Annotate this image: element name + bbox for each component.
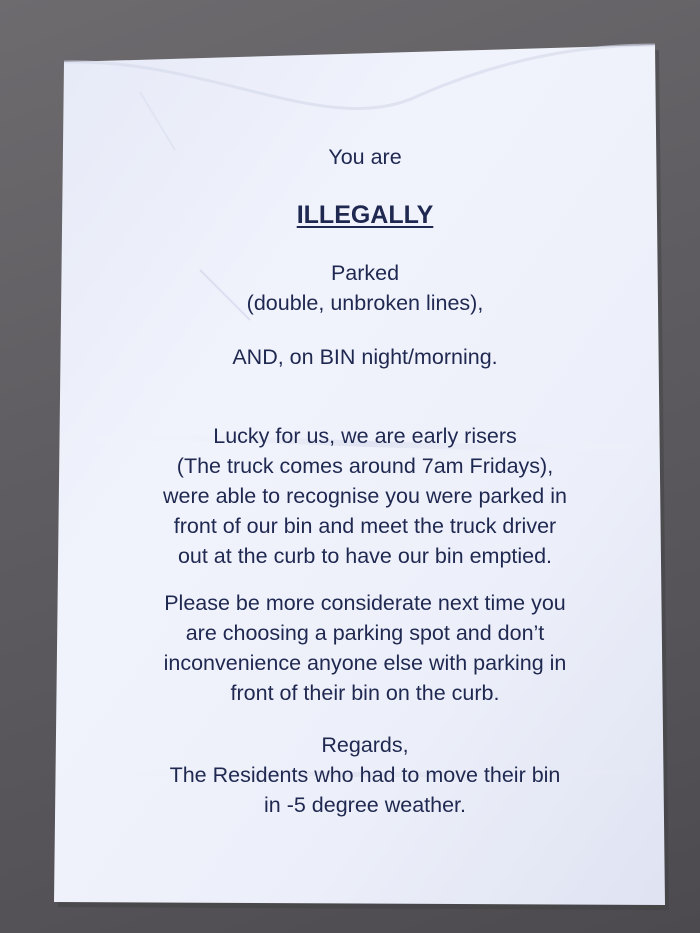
early-risers-line: front of our bin and meet the truck driver [173,514,557,538]
parked-paragraph [75,258,655,318]
early-risers-line: (The truck comes around 7am Fridays), [176,454,554,478]
early-risers-paragraph [75,421,655,571]
bin-night-paragraph [75,342,655,372]
signoff-paragraph [75,730,655,820]
parked-line: (double, unbroken lines), [246,291,484,315]
request-line: inconvenience anyone else with parking in [163,651,567,675]
request-paragraph [75,588,655,708]
intro-text: You are [328,145,402,169]
request-line: are choosing a parking spot and don’t [185,621,545,645]
signoff-line: in -5 degree weather. [264,793,466,817]
signoff-line: Regards, [321,733,409,757]
notice-intro [75,142,655,172]
early-risers-line: were able to recognise you were parked in [163,484,567,508]
early-risers-line: Lucky for us, we are early risers [213,424,517,448]
headline-text: ILLEGALLY [296,201,434,229]
signoff-line: The Residents who had to move their bin [169,763,561,787]
request-line: Please be more considerate next time you [164,591,566,615]
notice-headline [75,198,655,232]
early-risers-line: out at the curb to have our bin emptied. [177,544,553,568]
bin-night-line: AND, on BIN night/morning. [232,345,498,369]
parked-line: Parked [330,261,400,285]
request-line: front of their bin on the curb. [230,681,500,705]
